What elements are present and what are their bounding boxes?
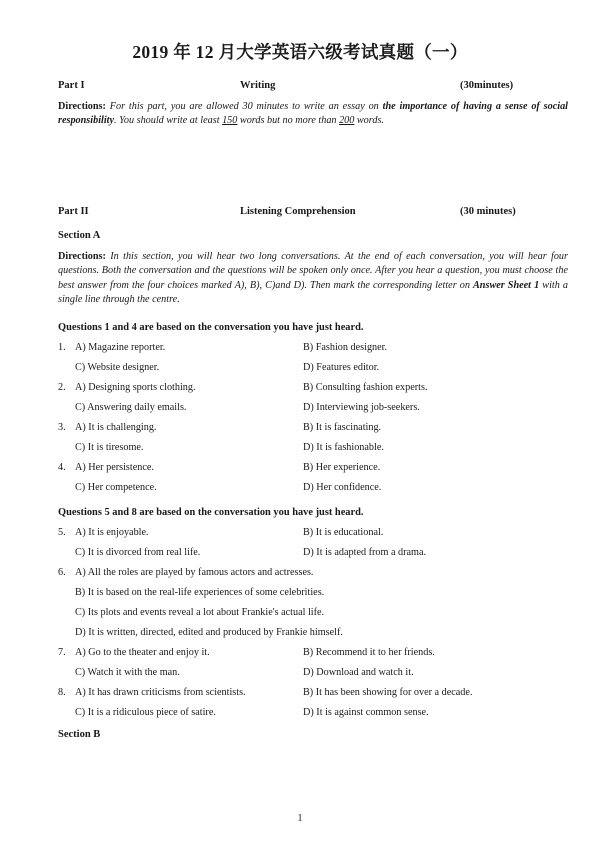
question-5-option-b[interactable] [303,527,570,538]
option-label: B) Her experience. [303,461,381,473]
option-label: D) Features editor. [303,361,380,373]
option-label: A) Go to the theater and enjoy it. [75,646,210,658]
question-8-option-c[interactable] [58,707,303,718]
option-label: D) Her confidence. [303,481,382,493]
question-group-heading: Questions 5 and 8 are based on the conversation you have just heard. [58,506,364,518]
question-2-row-cd [58,402,570,413]
question-8-number: 8. [58,686,66,698]
option-label: C) Watch it with the man. [75,666,180,678]
part-one-label: Part I [58,80,85,91]
directions-min-words: 150 [222,115,238,127]
part-two-header [30,206,570,217]
question-3-number: 3. [58,421,66,433]
question-5-row-ab [58,527,570,538]
option-label: B) It is based on the real-life experiences of some celebrities. [75,586,325,598]
question-4-row-ab [58,462,570,473]
section-b-label: Section B [58,728,101,740]
question-8-row-cd [58,707,570,718]
question-1-option-b[interactable] [303,342,570,353]
question-1-option-c[interactable] [58,362,303,373]
section-a-label: Section A [58,229,101,241]
option-label: D) Download and watch it. [303,666,414,678]
directions-lead-label: Directions: [58,101,106,112]
essay-blank-area [30,129,570,189]
question-3-row-cd [58,442,570,453]
directions-text-b: . You should write at least [114,115,223,127]
question-4-option-b[interactable] [303,462,570,473]
question-7-option-c[interactable] [58,667,303,678]
question-4-option-d[interactable] [303,482,570,493]
question-4 [30,462,570,493]
question-7 [30,647,570,678]
section-a-directions-lead: Directions: [58,250,106,262]
option-label: C) Website designer. [75,361,160,373]
option-label: B) Recommend it to her friends. [303,646,435,658]
question-3-option-a[interactable] [58,422,303,433]
question-6 [30,567,570,638]
option-label: B) It is educational. [303,526,384,538]
question-1-row-ab [58,342,570,353]
question-6-option-d[interactable] [58,627,570,638]
question-5-row-cd [58,547,570,558]
question-3-option-d[interactable] [303,442,570,453]
part-one-directions [30,100,570,129]
option-label: C) Her competence. [75,481,157,493]
question-7-number: 7. [58,646,66,658]
question-1-row-cd [58,362,570,373]
option-label: C) Answering daily emails. [75,401,187,413]
directions-text-c: words but no more than [237,115,340,127]
question-2-row-ab [58,382,570,393]
question-5-option-a[interactable] [58,527,303,538]
part-one-header [30,80,570,91]
part-two-label: Part II [58,205,89,217]
directions-text-d: words. [354,115,384,127]
question-4-option-c[interactable] [58,482,303,493]
question-8 [30,687,570,718]
option-label: D) It is fashionable. [303,441,384,453]
option-label: A) Her persistence. [75,461,154,473]
question-6-option-b[interactable] [58,587,570,598]
question-5-option-c[interactable] [58,547,303,558]
option-label: D) It is against common sense. [303,706,429,718]
question-4-option-a[interactable] [58,462,303,473]
option-label: A) It is challenging. [75,421,157,433]
part-one-title: Writing [240,80,276,91]
option-label: B) Fashion designer. [303,341,388,353]
directions-max-words: 200 [339,115,355,127]
question-group-heading: Questions 1 and 4 are based on the conversation you have just heard. [58,321,364,333]
directions-text-a: For this part, you are allowed 30 minutes to write an essay on [109,101,383,112]
question-2-option-b[interactable] [303,382,570,393]
option-label: C) It is tiresome. [75,441,144,453]
option-label: B) Consulting fashion experts. [303,381,428,393]
question-1-option-d[interactable] [303,362,570,373]
page-number: 1 [297,813,303,824]
page-title: 2019 年 12 月大学英语六级考试真题（一） [132,42,468,62]
question-5 [30,527,570,558]
question-4-number: 4. [58,461,66,473]
question-7-row-ab [58,647,570,658]
option-label: C) It is divorced from real life. [75,546,201,558]
option-label: A) It has drawn criticisms from scientists. [75,686,246,698]
question-2-number: 2. [58,381,66,393]
question-5-option-d[interactable] [303,547,570,558]
question-7-row-cd [58,667,570,678]
option-label: A) All the roles are played by famous actors and actresses. [75,566,314,578]
option-label: D) Interviewing job-seekers. [303,401,420,413]
question-7-option-b[interactable] [303,647,570,658]
question-7-option-d[interactable] [303,667,570,678]
question-3-row-ab [58,422,570,433]
section-a-text-b: with a single line through the centre. [58,279,568,306]
question-1 [30,342,570,373]
directions-essay-topic: the importance of having a sense of social responsibility [58,101,568,127]
part-two-title: Listening Comprehension [240,205,356,217]
option-label: C) Its plots and events reveal a lot about Frankie's actual life. [75,606,325,618]
question-8-option-d[interactable] [303,707,570,718]
question-3-option-c[interactable] [58,442,303,453]
question-2-option-c[interactable] [58,402,303,413]
option-label: B) It is fascinating. [303,421,382,433]
section-a-text-a: In this section, you will hear two long conversations. At the end of each conversation, you will hear four questions. Both the conversation and the questions will be spoken only once. After you hear a question, you must choose the best answer from the four choices marked A), B), C)and D). Then mark the corresponding letter on [58,250,568,291]
option-label: D) It is adapted from a drama. [303,546,427,558]
option-label: A) It is enjoyable. [75,526,149,538]
option-label: A) Designing sports clothing. [75,381,196,393]
question-1-option-a[interactable] [58,342,303,353]
question-8-option-a[interactable] [58,687,303,698]
question-6-option-a[interactable] [58,567,570,578]
part-two-duration: (30 minutes) [460,205,516,217]
answer-sheet-reference: Answer Sheet 1 [473,279,540,291]
option-label: C) It is a ridiculous piece of satire. [75,706,216,718]
question-8-option-b[interactable] [303,687,570,698]
question-4-row-cd [58,482,570,493]
part-one-duration: (30minutes) [460,80,514,91]
option-label: A) Magazine reporter. [75,341,166,353]
option-label: B) It has been showing for over a decade. [303,686,473,698]
question-3-option-b[interactable] [303,422,570,433]
question-5-number: 5. [58,526,66,538]
directions-body [58,101,568,126]
question-2-option-d[interactable] [303,402,570,413]
question-3 [30,422,570,453]
question-1-number: 1. [58,341,66,353]
option-label: D) It is written, directed, edited and produced by Frankie himself. [75,626,343,638]
section-a-directions [30,250,570,308]
question-2 [30,382,570,413]
question-7-option-a[interactable] [58,647,303,658]
question-2-option-a[interactable] [58,382,303,393]
question-8-row-ab [58,687,570,698]
section-a-directions-body [58,251,568,305]
question-6-number: 6. [58,566,66,578]
question-6-option-c[interactable] [58,607,570,618]
